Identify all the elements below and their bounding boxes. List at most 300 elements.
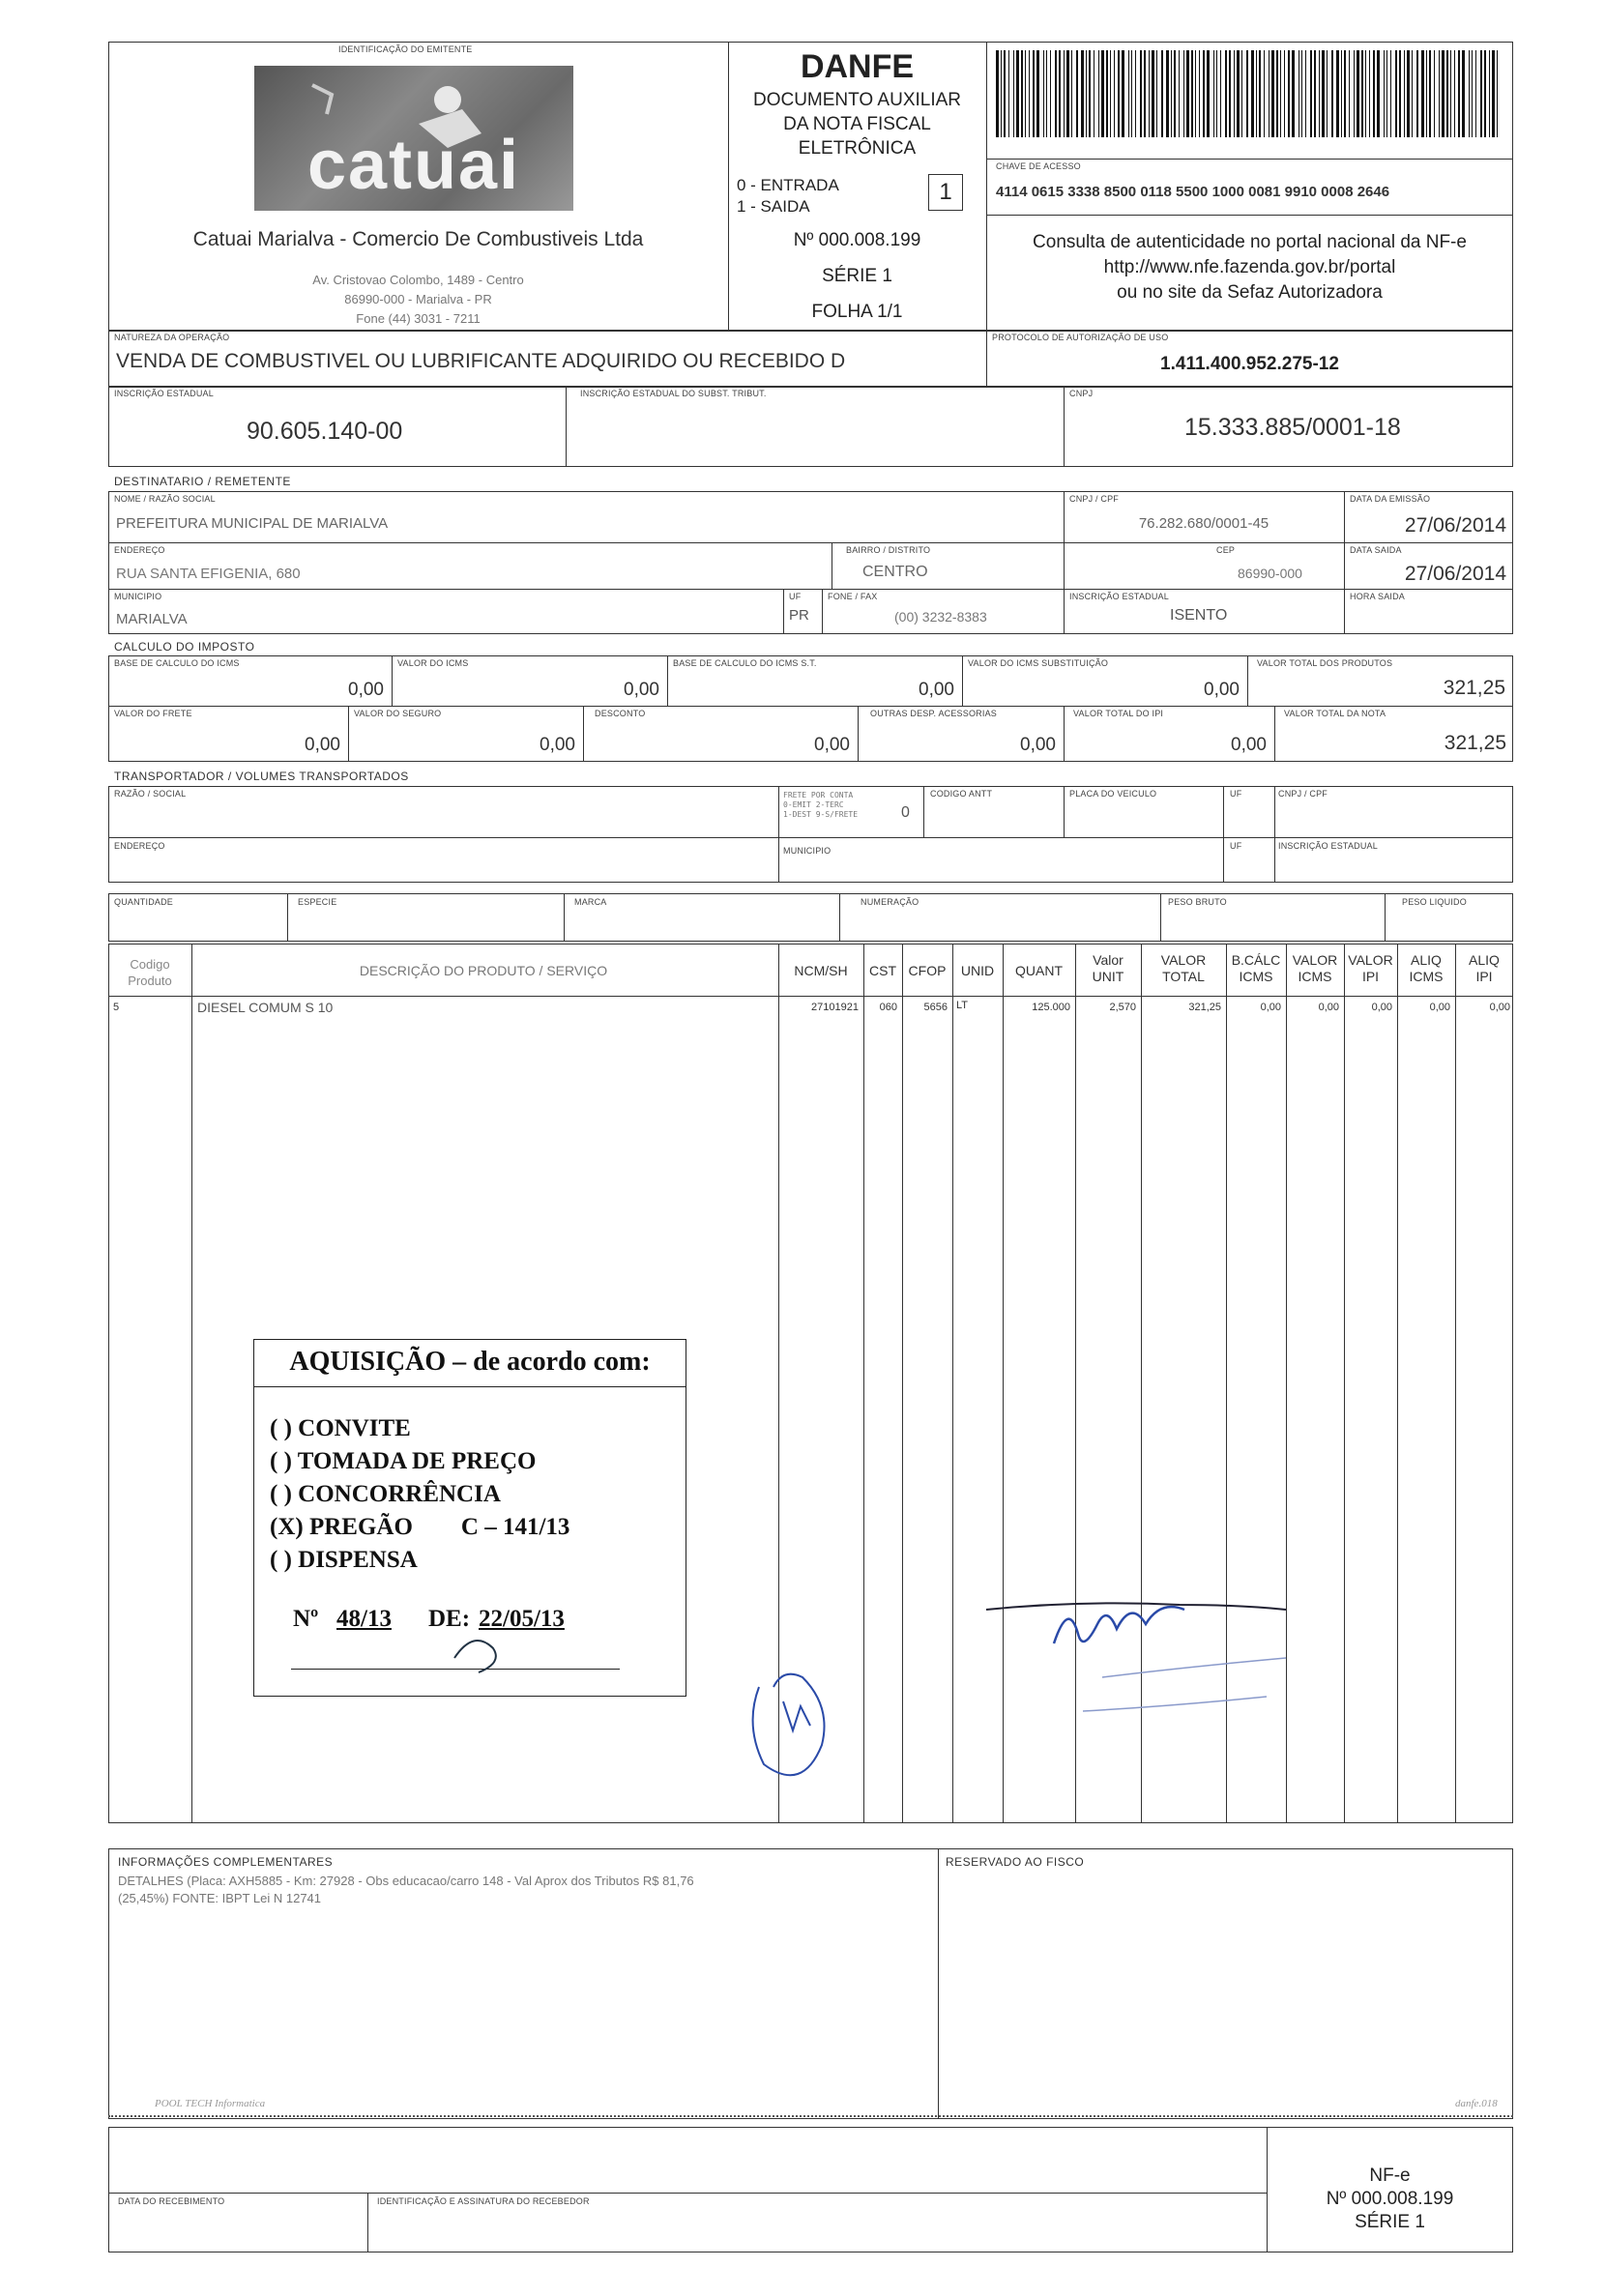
emitente-section-label: IDENTIFICAÇÃO DO EMITENTE — [338, 44, 473, 54]
stamp-convite: ( ) CONVITE — [270, 1415, 411, 1441]
barcode-bar — [1288, 50, 1290, 137]
table-column-divider — [1344, 944, 1345, 1823]
dest-cnpj-label: CNPJ / CPF — [1069, 494, 1120, 504]
row-bcicms: 0,00 — [1260, 1002, 1281, 1013]
seguro: 0,00 — [540, 735, 575, 755]
barcode-bar — [1066, 50, 1069, 137]
barcode-bar — [1174, 50, 1176, 137]
hora-saida-label: HORA SAIDA — [1350, 592, 1406, 601]
divider — [1064, 786, 1065, 837]
divider — [822, 589, 823, 634]
barcode-bar — [1484, 50, 1486, 137]
table-column-divider — [863, 944, 864, 1823]
divider — [367, 2193, 368, 2252]
barcode-bar — [1399, 50, 1401, 137]
total-nota-label: VALOR TOTAL DA NOTA — [1284, 709, 1386, 718]
barcode-bar — [1458, 50, 1460, 137]
danfe-line3: ELETRÔNICA — [798, 138, 917, 159]
barcode-bar — [1361, 50, 1363, 137]
barcode — [996, 44, 1508, 150]
trans-uf-label: UF — [1230, 789, 1242, 799]
barcode-bar — [1434, 50, 1435, 137]
divider — [938, 1848, 939, 2119]
protocolo-label: PROTOCOLO DE AUTORIZAÇÃO DE USO — [992, 333, 1169, 342]
barcode-bar — [1149, 50, 1150, 137]
th-codigo: Codigo Produto — [128, 957, 172, 988]
bc-st-label: BASE DE CALCULO DO ICMS S.T. — [673, 658, 817, 668]
iest-label: INSCRIÇÃO ESTADUAL DO SUBST. TRIBUT. — [580, 389, 767, 398]
barcode-bar — [1404, 50, 1405, 137]
stamp-num: 48/13 — [336, 1606, 392, 1632]
data-recebimento-label: DATA DO RECEBIMENTO — [118, 2196, 225, 2206]
barcode-bar — [1426, 50, 1427, 137]
desconto: 0,00 — [814, 735, 850, 755]
info-box — [108, 1848, 1513, 2119]
saida-label: 1 - SAIDA — [737, 197, 810, 216]
barcode-bar — [1140, 50, 1142, 137]
trans-cnpj-label: CNPJ / CPF — [1278, 789, 1328, 799]
divider — [108, 837, 1513, 838]
especie-label: ESPECIE — [298, 897, 337, 907]
barcode-bar — [1016, 50, 1019, 137]
frete-por-conta — [783, 791, 858, 820]
dest-nome-label: NOME / RAZÃO SOCIAL — [114, 494, 216, 504]
barcode-bar — [1480, 50, 1482, 137]
imposto-section: CALCULO DO IMPOSTO — [114, 640, 255, 654]
barcode-bar — [1314, 50, 1316, 137]
barcode-bar — [1004, 50, 1006, 137]
barcode-bar — [1349, 50, 1350, 137]
table-column-divider — [1075, 944, 1076, 1823]
th-bcicms: B.CÁLC ICMS — [1231, 952, 1281, 984]
barcode-bar — [1292, 50, 1295, 137]
dest-ie-label: INSCRIÇÃO ESTADUAL — [1069, 592, 1169, 601]
divider — [287, 893, 288, 942]
total-prod-label: VALOR TOTAL DOS PRODUTOS — [1257, 658, 1393, 668]
nf-serie: SÉRIE 1 — [822, 266, 892, 286]
dest-cep-label: CEP — [1216, 545, 1236, 555]
barcode-bar — [1220, 50, 1221, 137]
barcode-bar — [1301, 50, 1302, 137]
icms: 0,00 — [624, 680, 659, 700]
dest-fone-label: FONE / FAX — [828, 592, 878, 601]
data-saida: 27/06/2014 — [1404, 563, 1506, 585]
transportador-section: TRANSPORTADOR / VOLUMES TRANSPORTADOS — [114, 770, 409, 783]
stamp-concorrencia: ( ) CONCORRÊNCIA — [270, 1481, 501, 1507]
barcode-bar — [1421, 50, 1424, 137]
th-aipi: ALIQ IPI — [1469, 952, 1500, 984]
barcode-bar — [1489, 50, 1490, 137]
barcode-bar — [1322, 50, 1325, 137]
dest-cep: 86990-000 — [1238, 566, 1302, 581]
destinatario-section: DESTINATARIO / REMETENTE — [114, 475, 291, 488]
th-descricao: DESCRIÇÃO DO PRODUTO / SERVIÇO — [359, 963, 608, 978]
barcode-bar — [1450, 50, 1451, 137]
barcode-bar — [1186, 50, 1189, 137]
divider — [1064, 386, 1065, 467]
table-column-divider — [1226, 944, 1227, 1823]
divider — [108, 706, 1513, 707]
frete-value: 0 — [901, 804, 910, 821]
barcode-bar — [1203, 50, 1205, 137]
barcode-bar — [1036, 50, 1039, 137]
aquisicao-stamp — [253, 1339, 686, 1697]
barcode-bar — [1064, 50, 1065, 137]
divider — [108, 542, 1513, 543]
divider — [566, 386, 567, 467]
barcode-bar — [1008, 50, 1009, 137]
row-vipi: 0,00 — [1371, 1002, 1392, 1013]
entrada-label: 0 - ENTRADA — [737, 176, 839, 194]
row-cst: 060 — [879, 1002, 897, 1013]
stamp-title: AQUISIÇÃO – de acordo com: — [289, 1347, 651, 1377]
barcode-bar — [1156, 50, 1157, 137]
divider — [839, 893, 840, 942]
consulta-line1: Consulta de autenticidade no portal nacional da NF-e — [1033, 232, 1467, 252]
barcode-bar — [1237, 50, 1240, 137]
barcode-bar — [1135, 50, 1136, 137]
barcode-bar — [1086, 50, 1087, 137]
barcode-bar — [1114, 50, 1115, 137]
barcode-bar — [1271, 50, 1274, 137]
row-unid: LT — [956, 1000, 969, 1011]
dest-cnpj: 76.282.680/0001-45 — [1138, 515, 1269, 532]
barcode-bar — [1357, 50, 1359, 137]
divider — [923, 786, 924, 837]
barcode-bar — [1497, 50, 1498, 137]
barcode-bar — [1021, 50, 1023, 137]
info-label: INFORMAÇÕES COMPLEMENTARES — [118, 1855, 334, 1869]
th-vipi: VALOR IPI — [1348, 952, 1393, 984]
consulta-line2: http://www.nfe.fazenda.gov.br/portal — [1103, 257, 1396, 277]
barcode-bar — [1354, 50, 1355, 137]
th-vtotal: VALOR TOTAL — [1160, 952, 1207, 984]
antt-label: CODIGO ANTT — [930, 789, 993, 799]
dest-uf-label: UF — [789, 592, 802, 601]
barcode-bar — [1416, 50, 1418, 137]
stamp-dispensa: ( ) DISPENSA — [270, 1547, 418, 1573]
barcode-bar — [1256, 50, 1257, 137]
barcode-bar — [1055, 50, 1057, 137]
ipi-label: VALOR TOTAL DO IPI — [1073, 709, 1164, 718]
qtd-label: QUANTIDADE — [114, 897, 174, 907]
barcode-bar — [1386, 50, 1387, 137]
barcode-bar — [1429, 50, 1431, 137]
natureza-label: NATUREZA DA OPERAÇÃO — [114, 333, 230, 342]
barcode-bar — [1327, 50, 1328, 137]
barcode-bar — [1310, 50, 1312, 137]
barcode-bar — [1081, 50, 1084, 137]
barcode-bar — [1407, 50, 1410, 137]
total-prod: 321,25 — [1443, 677, 1505, 699]
nf-folha: FOLHA 1/1 — [811, 302, 903, 322]
tipo-box: 1 — [928, 174, 963, 211]
trans-municipio-label: MUNICIPIO — [783, 846, 832, 856]
canhoto-numero: Nº 000.008.199 — [1326, 2189, 1454, 2209]
barcode-bar — [1344, 50, 1346, 137]
th-vicms: VALOR ICMS — [1292, 952, 1338, 984]
barcode-bar — [1412, 50, 1413, 137]
barcode-bar — [1166, 50, 1169, 137]
divider — [1385, 893, 1386, 942]
chave-label: CHAVE DE ACESSO — [996, 161, 1081, 171]
bc-st: 0,00 — [919, 680, 954, 700]
dest-bairro: CENTRO — [862, 564, 928, 580]
barcode-bar — [1089, 50, 1091, 137]
dest-ie: ISENTO — [1170, 607, 1228, 624]
th-aicms: ALIQ ICMS — [1409, 952, 1444, 984]
dest-nome: PREFEITURA MUNICIPAL DE MARIALVA — [116, 515, 389, 532]
barcode-bar — [1118, 50, 1120, 137]
dest-municipio-label: MUNICIPIO — [114, 592, 162, 601]
icms-label: VALOR DO ICMS — [397, 658, 469, 668]
barcode-bar — [1199, 50, 1200, 137]
seguro-label: VALOR DO SEGURO — [354, 709, 442, 718]
barcode-bar — [1390, 50, 1391, 137]
marca-label: MARCA — [574, 897, 607, 907]
cnpj-value: 15.333.885/0001-18 — [1184, 414, 1401, 441]
table-column-divider — [902, 944, 903, 1823]
divider — [108, 2193, 1267, 2194]
protocolo-value: 1.411.400.952.275-12 — [1160, 354, 1339, 374]
software-credit: POOL TECH Informatica — [155, 2098, 266, 2109]
barcode-bar — [1241, 50, 1242, 137]
dest-uf: PR — [789, 607, 809, 624]
table-column-divider — [1141, 944, 1142, 1823]
row-aipi: 0,00 — [1489, 1002, 1510, 1013]
barcode-bar — [1213, 50, 1214, 137]
emitente-phone: Fone (44) 3031 - 7211 — [356, 311, 481, 326]
divider — [564, 893, 565, 942]
barcode-bar — [1251, 50, 1254, 137]
canhoto-nfe: NF-e — [1369, 2165, 1411, 2186]
barcode-bar — [1101, 50, 1104, 137]
trans-uf2-label: UF — [1230, 841, 1242, 851]
chave-value: 4114 0615 3338 8500 0118 5500 1000 0081 9910 0008 2646 — [996, 184, 1390, 200]
barcode-bar — [1098, 50, 1099, 137]
row-descricao: DIESEL COMUM S 10 — [197, 1000, 334, 1015]
canhoto-serie: SÉRIE 1 — [1355, 2212, 1425, 2232]
row-vicms: 0,00 — [1318, 1002, 1339, 1013]
barcode-bar — [1013, 50, 1014, 137]
row-ncm: 27101921 — [811, 1002, 859, 1013]
stamp-pregao: (X) PREGÃO C – 141/13 — [270, 1514, 570, 1540]
data-emissao: 27/06/2014 — [1404, 514, 1506, 537]
logo-text: catuai — [306, 127, 521, 204]
barcode-bar — [1336, 50, 1339, 137]
table-column-divider — [952, 944, 953, 1823]
danfe-line1: DOCUMENTO AUXILIAR — [752, 90, 962, 110]
barcode-bar — [1207, 50, 1210, 137]
divider — [1274, 786, 1275, 883]
destinatario-box — [108, 491, 1513, 634]
row-aicms: 0,00 — [1429, 1002, 1450, 1013]
barcode-bar — [1341, 50, 1342, 137]
table-column-divider — [1003, 944, 1004, 1823]
barcode-bar — [1472, 50, 1473, 137]
info-line1: DETALHES (Placa: AXH5885 - Km: 27928 - Obs educacao/carro 148 - Val Aprox dos Tributos R$ 81,76 — [118, 1874, 694, 1888]
barcode-bar — [1276, 50, 1278, 137]
total-nota: 321,25 — [1444, 732, 1506, 754]
icms-st: 0,00 — [1204, 680, 1240, 700]
barcode-bar — [1377, 50, 1380, 137]
barcode-bar — [1071, 50, 1072, 137]
desconto-label: DESCONTO — [595, 709, 646, 718]
placa-label: PLACA DO VEICULO — [1069, 789, 1157, 799]
dest-bairro-label: BAIRRO / DISTRITO — [846, 545, 931, 555]
divider — [1064, 491, 1065, 634]
barcode-bar — [1191, 50, 1193, 137]
razao-label: RAZÃO / SOCIAL — [114, 789, 187, 799]
barcode-bar — [1284, 50, 1285, 137]
barcode-bar — [1259, 50, 1261, 137]
nf-number: Nº 000.008.199 — [793, 230, 921, 250]
barcode-bar — [1122, 50, 1124, 137]
emitente-name: Catuai Marialva - Comercio De Combustiveis Ltda — [192, 228, 644, 250]
table-column-divider — [191, 944, 192, 1823]
trans-ie-label: INSCRIÇÃO ESTADUAL — [1278, 841, 1378, 851]
icms-st-label: VALOR DO ICMS SUBSTITUIÇÃO — [968, 658, 1109, 668]
barcode-bar — [1475, 50, 1476, 137]
barcode-bar — [1152, 50, 1154, 137]
barcode-bar — [1446, 50, 1448, 137]
outras: 0,00 — [1020, 735, 1056, 755]
peso-bruto-label: PESO BRUTO — [1168, 897, 1227, 907]
barcode-bar — [1319, 50, 1320, 137]
divider — [778, 786, 779, 883]
natureza-value: VENDA DE COMBUSTIVEL OU LUBRIFICANTE ADQUIRIDO OU RECEBIDO D — [116, 350, 846, 372]
stamp-date: 22/05/13 — [479, 1606, 565, 1632]
barcode-bar — [1110, 50, 1111, 137]
barcode-bar — [1234, 50, 1235, 137]
peso-liquido-label: PESO LIQUIDO — [1402, 897, 1467, 907]
ipi: 0,00 — [1231, 735, 1267, 755]
bc-icms-label: BASE DE CALCULO DO ICMS — [114, 658, 240, 668]
ie-label: INSCRIÇÃO ESTADUAL — [114, 389, 214, 398]
th-cfop: CFOP — [908, 963, 947, 978]
barcode-bar — [1059, 50, 1061, 137]
row-vunit: 2,570 — [1109, 1002, 1136, 1013]
divider — [986, 215, 1513, 216]
data-saida-label: DATA SAIDA — [1350, 545, 1402, 555]
table-column-divider — [1397, 944, 1398, 1823]
barcode-bar — [1373, 50, 1375, 137]
row-codigo: 5 — [113, 1002, 120, 1013]
barcode-bar — [1131, 50, 1132, 137]
barcode-bar — [1106, 50, 1108, 137]
bc-icms: 0,00 — [348, 680, 384, 700]
barcode-bar — [1442, 50, 1444, 137]
barcode-bar — [1046, 50, 1047, 137]
divider — [254, 1386, 686, 1387]
danfe-line2: DA NOTA FISCAL — [783, 114, 931, 134]
barcode-bar — [1384, 50, 1385, 137]
barcode-bar — [1264, 50, 1265, 137]
frete: 0,00 — [305, 735, 340, 755]
barcode-bar — [1076, 50, 1078, 137]
trans-endereco-label: ENDEREÇO — [114, 841, 165, 851]
fisco-label: RESERVADO AO FISCO — [946, 1855, 1085, 1869]
outras-label: OUTRAS DESP. ACESSORIAS — [870, 709, 997, 718]
barcode-bar — [1280, 50, 1281, 137]
barcode-bar — [1043, 50, 1044, 137]
barcode-bar — [1029, 50, 1030, 137]
ident-recebedor-label: IDENTIFICAÇÃO E ASSINATURA DO RECEBEDOR — [377, 2196, 590, 2206]
emitente-address: Av. Cristovao Colombo, 1489 - Centro — [312, 273, 524, 287]
divider — [1160, 893, 1161, 942]
dest-endereco-label: ENDEREÇO — [114, 545, 165, 555]
barcode-bar — [1179, 50, 1180, 137]
barcode-bar — [1216, 50, 1217, 137]
th-quant: QUANT — [1015, 963, 1063, 978]
th-cst: CST — [869, 963, 896, 978]
table-column-divider — [1455, 944, 1456, 1823]
barcode-bar — [1183, 50, 1184, 137]
danfe-title: DANFE — [800, 48, 915, 85]
barcode-bar — [1001, 50, 1002, 137]
barcode-bar — [1225, 50, 1227, 137]
row-vtotal: 321,25 — [1188, 1002, 1221, 1013]
th-ncm: NCM/SH — [794, 963, 848, 978]
ie-value: 90.605.140-00 — [247, 418, 403, 445]
dest-endereco: RUA SANTA EFIGENIA, 680 — [116, 566, 301, 582]
barcode-bar — [1025, 50, 1026, 137]
table-column-divider — [1286, 944, 1287, 1823]
stamp-num-prefix: Nº — [293, 1606, 319, 1632]
barcode-bar — [1246, 50, 1248, 137]
barcode-bar — [1128, 50, 1129, 137]
frete-l3: 1-DEST 9-S/FRETE — [783, 810, 859, 819]
th-vunit: Valor UNIT — [1092, 952, 1124, 984]
company-logo — [254, 66, 573, 211]
barcode-bar — [1050, 50, 1051, 137]
cnpj-label: CNPJ — [1069, 389, 1094, 398]
numeracao-label: NUMERAÇÃO — [861, 897, 919, 907]
data-emissao-label: DATA DA EMISSÃO — [1350, 494, 1431, 504]
dest-fone: (00) 3232-8383 — [894, 609, 987, 625]
frete-label: VALOR DO FRETE — [114, 709, 192, 718]
barcode-bar — [1171, 50, 1172, 137]
table-column-divider — [778, 944, 779, 1823]
table-row — [108, 996, 1513, 1015]
barcode-bar — [1195, 50, 1196, 137]
barcode-bar — [1395, 50, 1397, 137]
barcode-bar — [1144, 50, 1146, 137]
barcode-bar — [1331, 50, 1333, 137]
barcode-bar — [1462, 50, 1465, 137]
info-line2: (25,45%) FONTE: IBPT Lei N 12741 — [118, 1891, 322, 1905]
frete-l1: FRETE POR CONTA — [783, 791, 854, 799]
divider — [986, 159, 1513, 160]
divider — [783, 589, 784, 634]
barcode-bar — [1439, 50, 1440, 137]
barcode-bar — [1369, 50, 1370, 137]
frete-l2: 0-EMIT 2-TERC — [783, 800, 844, 809]
barcode-bar — [1305, 50, 1306, 137]
divider — [1223, 786, 1224, 883]
row-cfop: 5656 — [923, 1002, 948, 1013]
barcode-bar — [1365, 50, 1366, 137]
divider — [108, 589, 1513, 590]
consulta-line3: ou no site da Sefaz Autorizadora — [1117, 282, 1383, 303]
stamp-tomada: ( ) TOMADA DE PREÇO — [270, 1448, 537, 1474]
barcode-bar — [996, 50, 999, 137]
barcode-bar — [1469, 50, 1470, 137]
emitente-city: 86990-000 - Marialva - PR — [344, 292, 492, 306]
stamp-de-prefix: DE: — [428, 1606, 471, 1632]
barcode-bar — [1454, 50, 1455, 137]
dest-municipio: MARIALVA — [116, 611, 188, 627]
